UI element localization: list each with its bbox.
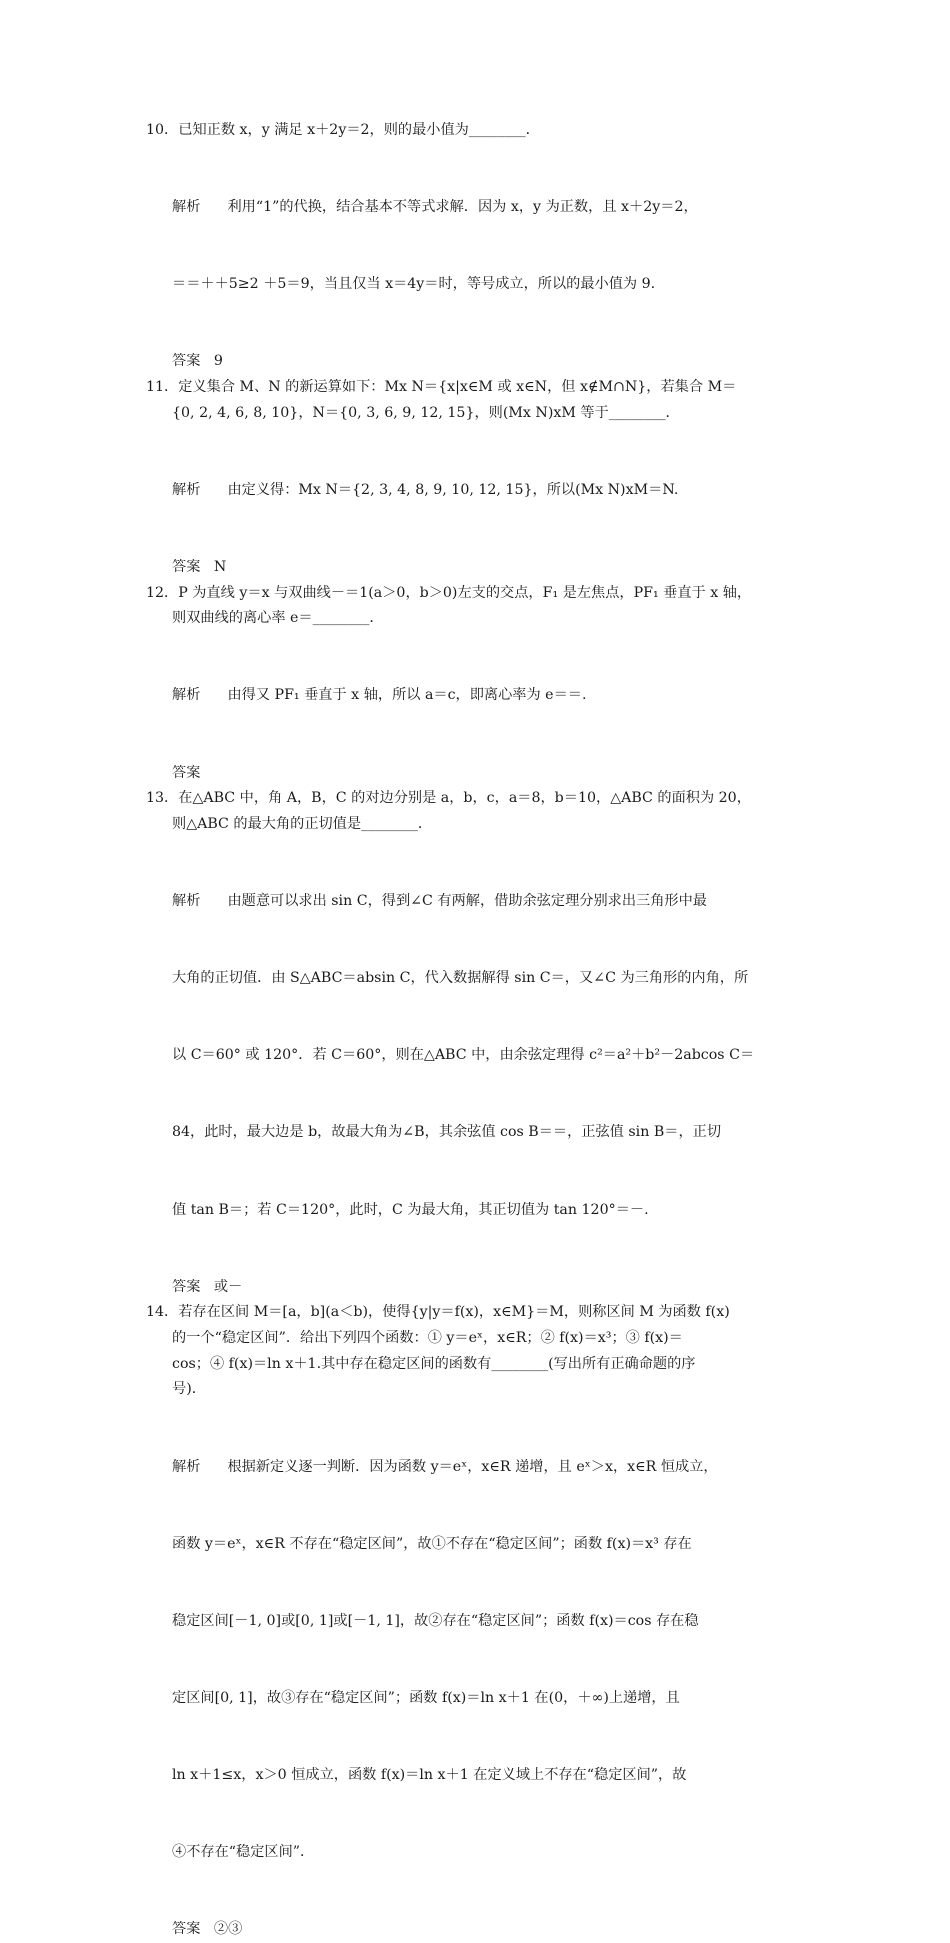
problem-10-number: 10．	[146, 122, 179, 138]
problem-10-analysis-line-2: ＝＝＋＋5≥2 ＋5＝9，当且仅当 x＝4y＝时，等号成立，所以的最小值为 9.	[172, 276, 656, 293]
problem-14-question-line-1: 若存在区间 M＝[a，b](a＜b)，使得{y|y＝f(x)，x∈M}＝M，则称区间 M 为函数 f(x)	[178, 1304, 730, 1321]
problem-12-analysis-label: 解析	[172, 687, 201, 704]
problem-12-question-line-2: 则双曲线的离心率 e＝________．	[172, 610, 384, 627]
problem-13-analysis-line-1: 由题意可以求出 sin C，得到∠C 有两解，借助余弦定理分别求出三角形中最	[227, 893, 707, 910]
problem-14-answer	[146, 1917, 826, 1943]
problem-10-question-line-1: 已知正数 x，y 满足 x＋2y＝2，则的最小值为________．	[178, 122, 540, 138]
problem-11-question-line-2: {0, 2, 4, 6, 8, 10}，N＝{0, 3, 6, 9, 12, 15}，则(Mx N)xM 等于________．	[172, 404, 680, 421]
problem-13-question-line-1: 在△ABC 中，角 A，B，C 的对边分别是 a，b，c，a＝8，b＝10，△ABC 的面积为 20，	[178, 790, 751, 807]
problem-13-analysis-line-2: 大角的正切值．由 S△ABC＝absin C，代入数据解得 sin C＝，又∠C 为三角形的内角，所	[172, 970, 749, 987]
problem-14-analysis-label: 解析	[172, 1458, 201, 1475]
problem-10-analysis	[146, 144, 826, 350]
document-page	[146, 118, 826, 1943]
problem-12-answer	[146, 761, 826, 787]
problem-14	[146, 1300, 826, 1943]
problem-11-number: 11．	[146, 379, 179, 396]
problem-12-answer-label: 答案	[172, 764, 201, 781]
problem-12-question-line-1: P 为直线 y＝x 与双曲线－＝1(a＞0，b＞0)左支的交点，F₁ 是左焦点，PF₁ 垂直于 x 轴，	[178, 584, 752, 601]
problem-11-question	[146, 375, 826, 426]
problem-14-answer-label: 答案	[172, 1921, 201, 1938]
problem-14-analysis-line-2: 函数 y＝eˣ，x∈R 不存在“稳定区间”，故①不存在“稳定区间”；函数 f(x)＝x³ 存在	[172, 1535, 692, 1552]
problem-14-question-line-2: 的一个“稳定区间”．给出下列四个函数：① y＝eˣ，x∈R；② f(x)＝x³；③ f(x)＝	[172, 1330, 683, 1347]
problem-12-analysis-line-1: 由得又 PF₁ 垂直于 x 轴，所以 a＝c，即离心率为 e＝＝.	[227, 687, 587, 704]
problem-12-analysis	[146, 632, 826, 761]
problem-14-analysis-line-6: ④不存在“稳定区间”．	[172, 1844, 315, 1861]
problem-10-answer	[146, 349, 826, 375]
problem-13-answer-label: 答案	[172, 1278, 201, 1295]
problem-10-analysis-line-1: 利用“1”的代换，结合基本不等式求解．因为 x，y 为正数，且 x＋2y＝2，	[227, 199, 698, 216]
problem-11-answer-label: 答案	[172, 558, 201, 575]
problem-12-number: 12．	[146, 584, 179, 601]
problem-10-answer-label: 答案	[172, 353, 201, 370]
problem-11	[146, 375, 826, 581]
problem-14-question-line-3: cos；④ f(x)＝ln x＋1.其中存在稳定区间的函数有________(写出所有正确命题的序	[172, 1355, 696, 1372]
problem-14-analysis-line-5: ln x＋1≤x，x＞0 恒成立，函数 f(x)＝ln x＋1 在定义域上不存在“稳定区间”，故	[172, 1767, 687, 1783]
problem-11-question-line-1: 定义集合 M、N 的新运算如下：Mx N＝{x|x∈M 或 x∈N，但 x∉M∩N}，若集合 M＝	[178, 379, 737, 396]
problem-14-analysis-line-3: 稳定区间[－1, 0]或[0, 1]或[－1, 1]，故②存在“稳定区间”；函数 f(x)＝cos 存在稳	[172, 1612, 699, 1629]
problem-13-answer	[146, 1275, 826, 1301]
problem-10-answer-value: 9	[213, 353, 223, 370]
problem-10	[146, 118, 826, 375]
problem-13-analysis-line-5: 值 tan B＝；若 C＝120°，此时，C 为最大角，其正切值为 tan 120°＝－.	[172, 1201, 649, 1218]
problem-14-analysis	[146, 1403, 826, 1917]
problem-10-question	[146, 118, 826, 144]
problem-13-analysis-label: 解析	[172, 893, 201, 910]
problem-10-analysis-label: 解析	[172, 199, 201, 216]
problem-11-answer-value: N	[213, 558, 227, 575]
problem-13-analysis-line-3: 以 C＝60° 或 120°．若 C＝60°，则在△ABC 中，由余弦定理得 c²＝a²＋b²－2abcos C＝	[172, 1047, 755, 1064]
problem-11-analysis-line-1: 由定义得：Mx N＝{2, 3, 4, 8, 9, 10, 12, 15}，所以(Mx N)xM＝N.	[227, 481, 679, 498]
problem-13-answer-value: 或－	[213, 1278, 243, 1295]
problem-13-analysis	[146, 838, 826, 1275]
problem-14-question	[146, 1300, 826, 1403]
problem-11-answer	[146, 555, 826, 581]
problem-11-analysis-label: 解析	[172, 481, 201, 498]
problem-13-number: 13．	[146, 790, 179, 807]
problem-12	[146, 581, 826, 787]
problem-13-question	[146, 786, 826, 837]
problem-11-analysis	[146, 426, 826, 555]
problem-14-question-line-4: 号)．	[172, 1381, 206, 1398]
problem-14-analysis-line-1: 根据新定义逐一判断．因为函数 y＝eˣ，x∈R 递增，且 eˣ＞x，x∈R 恒成立，	[227, 1458, 718, 1475]
problem-14-answer-value: ②③	[213, 1921, 243, 1938]
problem-13-question-line-2: 则△ABC 的最大角的正切值是________．	[172, 815, 433, 832]
problem-13-analysis-line-4: 84，此时，最大边是 b，故最大角为∠B，其余弦值 cos B＝＝，正弦值 sin B＝，正切	[172, 1124, 722, 1141]
problem-13	[146, 786, 826, 1300]
problem-14-analysis-line-4: 定区间[0, 1]，故③存在“稳定区间”；函数 f(x)＝ln x＋1 在(0，＋∞)上递增，且	[172, 1689, 680, 1706]
problem-12-question	[146, 581, 826, 632]
problem-14-number: 14．	[146, 1304, 179, 1321]
